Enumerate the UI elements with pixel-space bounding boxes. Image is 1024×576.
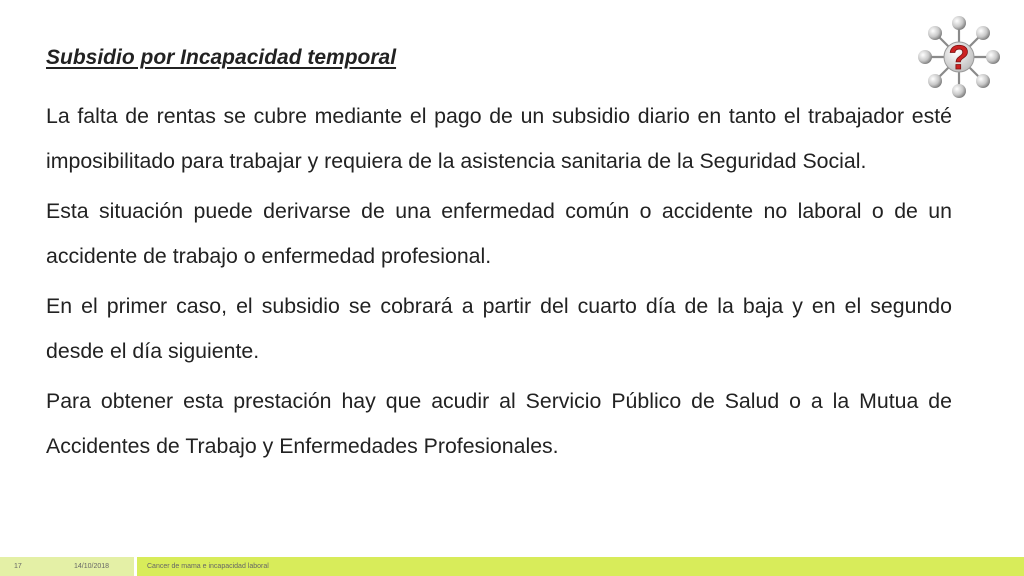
footer-right-bar <box>137 557 1024 576</box>
svg-text:?: ? <box>948 39 970 77</box>
footer-left-bar <box>0 557 134 576</box>
slide-title: Subsidio por Incapacidad temporal <box>46 46 397 69</box>
slide-footer <box>0 557 1024 576</box>
question-network-icon <box>916 14 1002 100</box>
paragraph-situacion: Esta situación puede derivarse de una enfermedad común o accidente no laboral o de un accidente de trabajo o enfermedad profesional. <box>46 199 952 268</box>
paragraph-rentas: La falta de rentas se cubre mediante el pago de un subsidio diario en tanto el trabajador esté imposibilitado para trabajar y requiera de la asistencia sanitaria de la Seguridad Social. <box>46 104 952 173</box>
slide-body <box>46 94 952 474</box>
footer-date: 14/10/2018 <box>74 563 110 570</box>
paragraph-primer-caso: En el primer caso, el subsidio se cobrará a partir del cuarto día de la baja y en el segundo desde el día siguiente. <box>46 294 952 363</box>
slide-number: 17 <box>14 563 22 570</box>
question-network-graphic <box>916 14 1002 100</box>
footer-text: Cancer de mama e incapacidad laboral <box>147 563 269 570</box>
paragraph-prestacion: Para obtener esta prestación hay que acudir al Servicio Público de Salud o a la Mutua de Accidentes de Trabajo y Enfermedades Profesionales. <box>46 389 952 458</box>
